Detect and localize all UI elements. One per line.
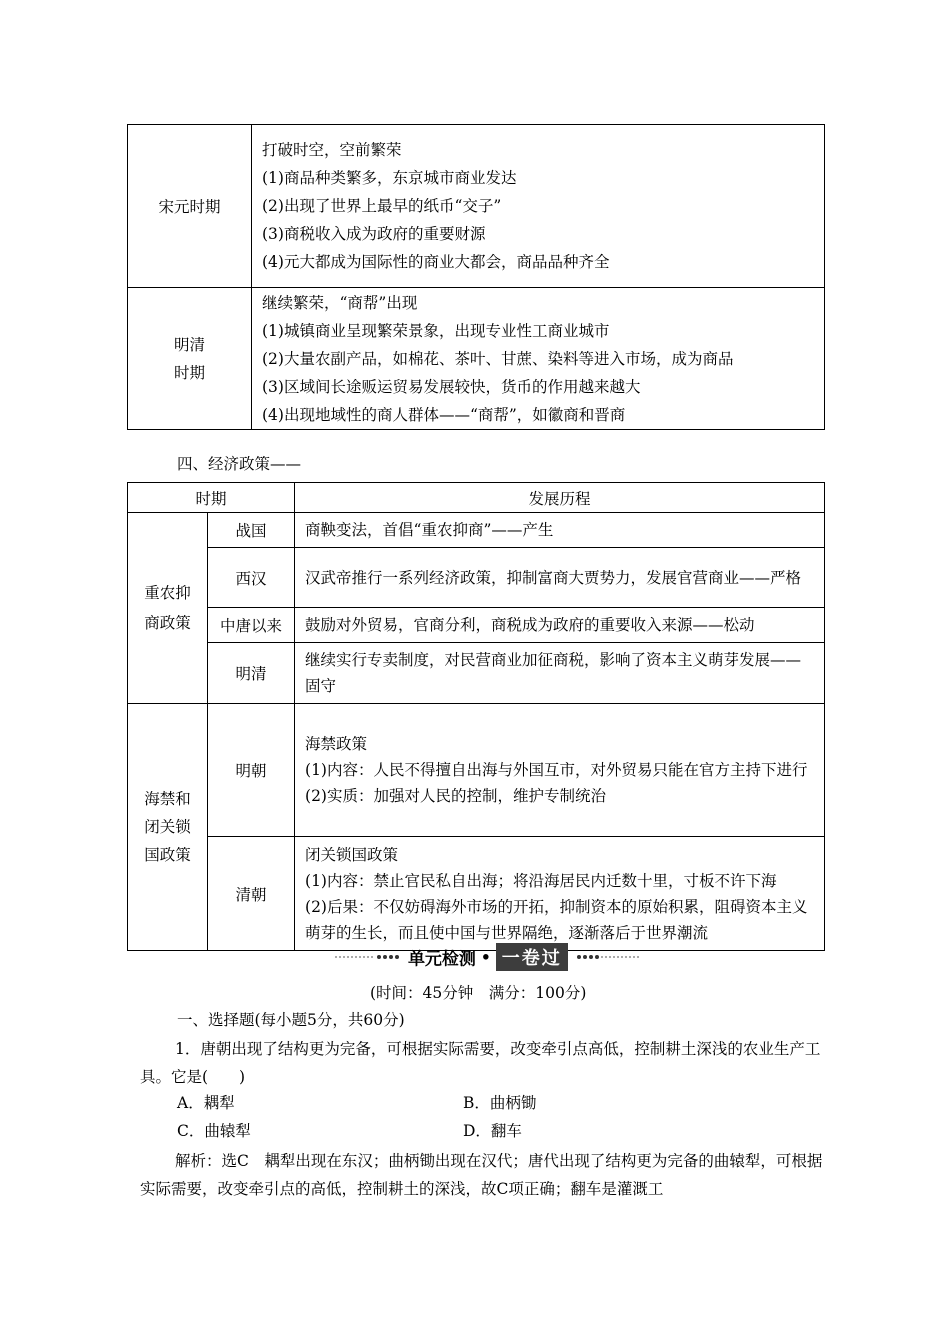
period-cell-mingqing	[128, 288, 252, 430]
content-cell-mingqing	[252, 288, 825, 430]
content-line: (2)出现了世界上最早的纸币“交子”	[262, 197, 502, 215]
history-cell	[295, 837, 825, 951]
content-line: (1)城镇商业呈现繁荣景象，出现专业性工商业城市	[262, 321, 610, 340]
history-cell: 鼓励对外贸易，官商分利，商税成为政府的重要收入来源——松动	[295, 608, 825, 643]
dotted-rule-left	[335, 953, 403, 961]
time-note: (时间：45分钟 满分：100分)	[370, 984, 587, 1002]
period-cell-songyuan	[128, 125, 252, 288]
group-label: 商政策	[144, 614, 191, 632]
history-line: 闭关锁国政策	[305, 845, 399, 864]
content-line: 打破时空，空前繁荣	[262, 141, 402, 159]
content-line: (3)区域间长途贩运贸易发展较快，货币的作用越来越大	[262, 377, 641, 396]
commerce-table	[127, 124, 825, 430]
history-line: (1)内容：人民不得擅自出海与外国互市，对外贸易只能在官方主持下进行	[305, 761, 808, 779]
history-cell	[295, 704, 825, 837]
group-label: 海禁和	[144, 790, 191, 808]
option-d: D．翻车	[463, 1122, 522, 1140]
header-history: 发展历程	[295, 483, 825, 513]
policy-group-name	[128, 513, 208, 704]
history-line: (1)内容：禁止官民私自出海；将沿海居民内迁数十里，寸板不许下海	[305, 871, 777, 890]
question-stem: 1．唐朝出现了结构更为完备，可根据实际需要，改变牵引点高低，控制耕土深浅的农业生产工具。它是( )	[140, 1040, 821, 1086]
header-period: 时期	[128, 483, 295, 513]
policy-table	[127, 482, 825, 951]
dotted-rule-right	[573, 953, 641, 961]
answer-analysis: 解析：选C 耦犁出现在东汉；曲柄锄出现在汉代；唐代出现了结构更为完备的曲辕犁，可根据实际需要，改变牵引点的高低，控制耕土的深浅，故C项正确；翻车是灌溉工	[140, 1152, 823, 1198]
history-cell: 商鞅变法，首倡“重农抑商”——产生	[295, 513, 825, 548]
unit-test-banner	[335, 943, 641, 971]
history-line: 海禁政策	[305, 735, 368, 753]
period-label: 明清	[173, 335, 205, 354]
history-line: (2)后果：不仅妨碍海外市场的开拓，抑制资本的原始积累，阻碍资本主义萌芽的生长，而且使中国与世界隔绝，逐渐落后于世界潮流	[305, 897, 808, 942]
history-cell: 继续实行专卖制度，对民营商业加征商税，影响了资本主义萌芽发展——固守	[295, 643, 825, 704]
content-cell-songyuan	[252, 125, 825, 288]
section-title: 四、经济政策——	[177, 455, 302, 473]
group-label: 重农抑	[144, 584, 191, 602]
era-cell: 明朝	[208, 704, 295, 837]
banner-title: 单元检测	[407, 949, 476, 970]
era-cell: 西汉	[208, 548, 295, 608]
content-line: 继续繁荣，“商帮”出现	[262, 293, 418, 312]
section-title: 一、选择题(每小题5分，共60分)	[177, 1011, 405, 1029]
era-cell: 明清	[208, 643, 295, 704]
option-b: B．曲柄锄	[463, 1094, 537, 1112]
history-cell: 汉武帝推行一系列经济政策，抑制富商大贾势力，发展官营商业——严格	[295, 548, 825, 608]
option-c: C．曲辕犁	[177, 1122, 251, 1140]
content-line: (4)出现地域性的商人群体——“商帮”，如徽商和晋商	[262, 405, 626, 424]
period-label: 时期	[173, 363, 205, 382]
banner-highlight: 一卷过	[496, 943, 568, 971]
period-label: 宋元时期	[158, 198, 221, 216]
era-cell: 中唐以来	[208, 608, 295, 643]
content-line: (1)商品种类繁多，东京城市商业发达	[262, 169, 517, 187]
content-line: (2)大量农副产品，如棉花、茶叶、甘蔗、染料等进入市场，成为商品	[262, 349, 734, 368]
era-cell: 战国	[208, 513, 295, 548]
banner-dot: •	[480, 947, 491, 967]
content-line: (4)元大都成为国际性的商业大都会，商品品种齐全	[262, 253, 610, 271]
group-label: 国政策	[144, 846, 191, 864]
era-cell: 清朝	[208, 837, 295, 951]
group-label: 闭关锁	[144, 818, 191, 836]
content-line: (3)商税收入成为政府的重要财源	[262, 225, 486, 243]
policy-group-name	[128, 704, 208, 951]
option-a: A．耦犁	[177, 1094, 235, 1112]
history-line: (2)实质：加强对人民的控制，维护专制统治	[305, 787, 606, 805]
